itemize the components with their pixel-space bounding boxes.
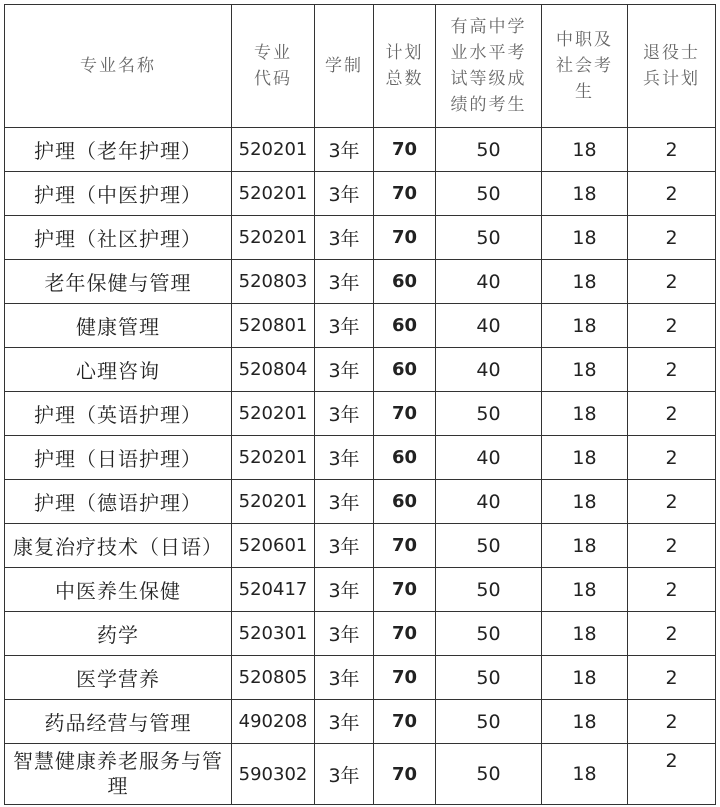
table-row bbox=[5, 700, 716, 744]
plan-total-cell: 70 bbox=[374, 128, 436, 172]
duration-cell: 3年 bbox=[315, 304, 374, 348]
academic-count-cell: 40 bbox=[436, 260, 542, 304]
veteran-count-cell: 2 bbox=[628, 348, 716, 392]
header-vocational-line: 生 bbox=[575, 82, 594, 102]
table-row bbox=[5, 172, 716, 216]
table-row bbox=[5, 568, 716, 612]
header-veteran-line: 退役士 bbox=[643, 43, 700, 63]
vocational-count-cell: 18 bbox=[542, 392, 628, 436]
plan-total-cell: 60 bbox=[374, 304, 436, 348]
table-row bbox=[5, 656, 716, 700]
plan-total-cell: 60 bbox=[374, 436, 436, 480]
major-code-cell: 520803 bbox=[232, 260, 315, 304]
veteran-count-cell: 2 bbox=[628, 436, 716, 480]
header-major-code-line: 专业 bbox=[254, 43, 292, 63]
major-name-cell: 老年保健与管理 bbox=[5, 260, 232, 304]
major-code-cell: 520201 bbox=[232, 392, 315, 436]
table-row bbox=[5, 392, 716, 436]
duration-cell: 3年 bbox=[315, 568, 374, 612]
major-name-cell: 护理（德语护理） bbox=[5, 480, 232, 524]
academic-count-cell: 50 bbox=[436, 216, 542, 260]
plan-total-cell: 70 bbox=[374, 612, 436, 656]
major-name-cell: 智慧健康养老服务与管理 bbox=[5, 744, 232, 805]
major-code-cell: 520201 bbox=[232, 436, 315, 480]
academic-count-cell: 50 bbox=[436, 568, 542, 612]
major-name-cell: 药学 bbox=[5, 612, 232, 656]
vocational-count-cell: 18 bbox=[542, 612, 628, 656]
duration-cell: 3年 bbox=[315, 348, 374, 392]
veteran-count-cell: 2 bbox=[628, 304, 716, 348]
veteran-count-cell: 2 bbox=[628, 392, 716, 436]
major-name-cell: 心理咨询 bbox=[5, 348, 232, 392]
plan-total-cell: 60 bbox=[374, 348, 436, 392]
enrollment-plan-table bbox=[4, 4, 716, 805]
vocational-count-cell: 18 bbox=[542, 348, 628, 392]
plan-total-cell: 70 bbox=[374, 700, 436, 744]
duration-cell: 3年 bbox=[315, 436, 374, 480]
veteran-count-cell: 2 bbox=[628, 172, 716, 216]
vocational-count-cell: 18 bbox=[542, 260, 628, 304]
header-row bbox=[5, 5, 716, 128]
table-row bbox=[5, 480, 716, 524]
header-academic-line: 试等级成 bbox=[450, 69, 527, 89]
major-name-cell: 药品经营与管理 bbox=[5, 700, 232, 744]
academic-count-cell: 40 bbox=[436, 480, 542, 524]
plan-total-cell: 60 bbox=[374, 260, 436, 304]
table-row bbox=[5, 216, 716, 260]
vocational-count-cell: 18 bbox=[542, 172, 628, 216]
duration-cell: 3年 bbox=[315, 216, 374, 260]
major-name-cell: 护理（社区护理） bbox=[5, 216, 232, 260]
duration-cell: 3年 bbox=[315, 744, 374, 805]
vocational-count-cell: 18 bbox=[542, 656, 628, 700]
major-name-cell: 护理（中医护理） bbox=[5, 172, 232, 216]
academic-count-cell: 50 bbox=[436, 392, 542, 436]
major-name-cell: 医学营养 bbox=[5, 656, 232, 700]
vocational-count-cell: 18 bbox=[542, 436, 628, 480]
plan-total-cell: 70 bbox=[374, 656, 436, 700]
header-plan-total-line: 计划 bbox=[385, 43, 424, 63]
plan-total-cell: 70 bbox=[374, 524, 436, 568]
major-code-cell: 590302 bbox=[232, 744, 315, 805]
major-name-cell: 中医养生保健 bbox=[5, 568, 232, 612]
table-row bbox=[5, 436, 716, 480]
duration-cell: 3年 bbox=[315, 524, 374, 568]
major-code-cell: 520201 bbox=[232, 480, 315, 524]
duration-cell: 3年 bbox=[315, 656, 374, 700]
duration-cell: 3年 bbox=[315, 128, 374, 172]
table-row bbox=[5, 348, 716, 392]
header-veteran-plan bbox=[628, 5, 716, 128]
header-plan-total-line: 总数 bbox=[385, 69, 424, 89]
header-duration: 学制 bbox=[315, 5, 374, 128]
academic-count-cell: 50 bbox=[436, 656, 542, 700]
duration-cell: 3年 bbox=[315, 392, 374, 436]
plan-total-cell: 70 bbox=[374, 216, 436, 260]
major-code-cell: 520301 bbox=[232, 612, 315, 656]
header-major-name: 专业名称 bbox=[5, 5, 232, 128]
major-code-cell: 520804 bbox=[232, 348, 315, 392]
veteran-count-cell: 2 bbox=[628, 480, 716, 524]
major-name-cell: 健康管理 bbox=[5, 304, 232, 348]
vocational-count-cell: 18 bbox=[542, 744, 628, 805]
vocational-count-cell: 18 bbox=[542, 304, 628, 348]
academic-count-cell: 50 bbox=[436, 172, 542, 216]
academic-count-cell: 50 bbox=[436, 700, 542, 744]
major-name-cell: 护理（老年护理） bbox=[5, 128, 232, 172]
veteran-count-cell: 2 bbox=[628, 568, 716, 612]
major-code-cell: 520801 bbox=[232, 304, 315, 348]
academic-count-cell: 50 bbox=[436, 612, 542, 656]
major-code-cell: 520201 bbox=[232, 128, 315, 172]
veteran-count-cell: 2 bbox=[628, 260, 716, 304]
vocational-count-cell: 18 bbox=[542, 524, 628, 568]
major-code-cell: 520201 bbox=[232, 172, 315, 216]
major-code-cell: 490208 bbox=[232, 700, 315, 744]
vocational-count-cell: 18 bbox=[542, 700, 628, 744]
plan-total-cell: 70 bbox=[374, 568, 436, 612]
vocational-count-cell: 18 bbox=[542, 480, 628, 524]
duration-cell: 3年 bbox=[315, 480, 374, 524]
veteran-count-cell: 2 bbox=[628, 700, 716, 744]
table-row bbox=[5, 524, 716, 568]
header-academic-line: 业水平考 bbox=[450, 43, 527, 63]
header-major-code bbox=[232, 5, 315, 128]
major-code-cell: 520201 bbox=[232, 216, 315, 260]
veteran-count-cell: 2 bbox=[628, 128, 716, 172]
veteran-count-cell: 2 bbox=[628, 744, 716, 805]
header-academic-line: 有高中学 bbox=[450, 17, 527, 37]
table-row bbox=[5, 744, 716, 805]
vocational-count-cell: 18 bbox=[542, 216, 628, 260]
header-veteran-line: 兵计划 bbox=[643, 69, 700, 89]
academic-count-cell: 50 bbox=[436, 744, 542, 805]
academic-count-cell: 50 bbox=[436, 128, 542, 172]
major-name-cell: 护理（英语护理） bbox=[5, 392, 232, 436]
duration-cell: 3年 bbox=[315, 700, 374, 744]
veteran-count-cell: 2 bbox=[628, 216, 716, 260]
vocational-count-cell: 18 bbox=[542, 568, 628, 612]
table-row bbox=[5, 128, 716, 172]
header-academic-line: 绩的考生 bbox=[450, 95, 527, 115]
table-body bbox=[5, 128, 716, 805]
duration-cell: 3年 bbox=[315, 172, 374, 216]
header-academic-test-students bbox=[436, 5, 542, 128]
plan-total-cell: 70 bbox=[374, 172, 436, 216]
major-code-cell: 520417 bbox=[232, 568, 315, 612]
header-vocational-line: 社会考 bbox=[556, 56, 613, 76]
major-name-cell: 护理（日语护理） bbox=[5, 436, 232, 480]
academic-count-cell: 40 bbox=[436, 304, 542, 348]
header-major-code-line: 代码 bbox=[254, 69, 292, 89]
duration-cell: 3年 bbox=[315, 612, 374, 656]
major-name-cell: 康复治疗技术（日语） bbox=[5, 524, 232, 568]
duration-cell: 3年 bbox=[315, 260, 374, 304]
header-vocational-social bbox=[542, 5, 628, 128]
table-row bbox=[5, 612, 716, 656]
plan-total-cell: 70 bbox=[374, 744, 436, 805]
plan-total-cell: 70 bbox=[374, 392, 436, 436]
header-vocational-line: 中职及 bbox=[556, 30, 613, 50]
veteran-count-cell: 2 bbox=[628, 612, 716, 656]
table-row bbox=[5, 304, 716, 348]
veteran-count-cell: 2 bbox=[628, 656, 716, 700]
academic-count-cell: 40 bbox=[436, 436, 542, 480]
academic-count-cell: 40 bbox=[436, 348, 542, 392]
major-code-cell: 520601 bbox=[232, 524, 315, 568]
vocational-count-cell: 18 bbox=[542, 128, 628, 172]
veteran-count-cell: 2 bbox=[628, 524, 716, 568]
academic-count-cell: 50 bbox=[436, 524, 542, 568]
major-code-cell: 520805 bbox=[232, 656, 315, 700]
header-plan-total bbox=[374, 5, 436, 128]
plan-total-cell: 60 bbox=[374, 480, 436, 524]
table-row bbox=[5, 260, 716, 304]
